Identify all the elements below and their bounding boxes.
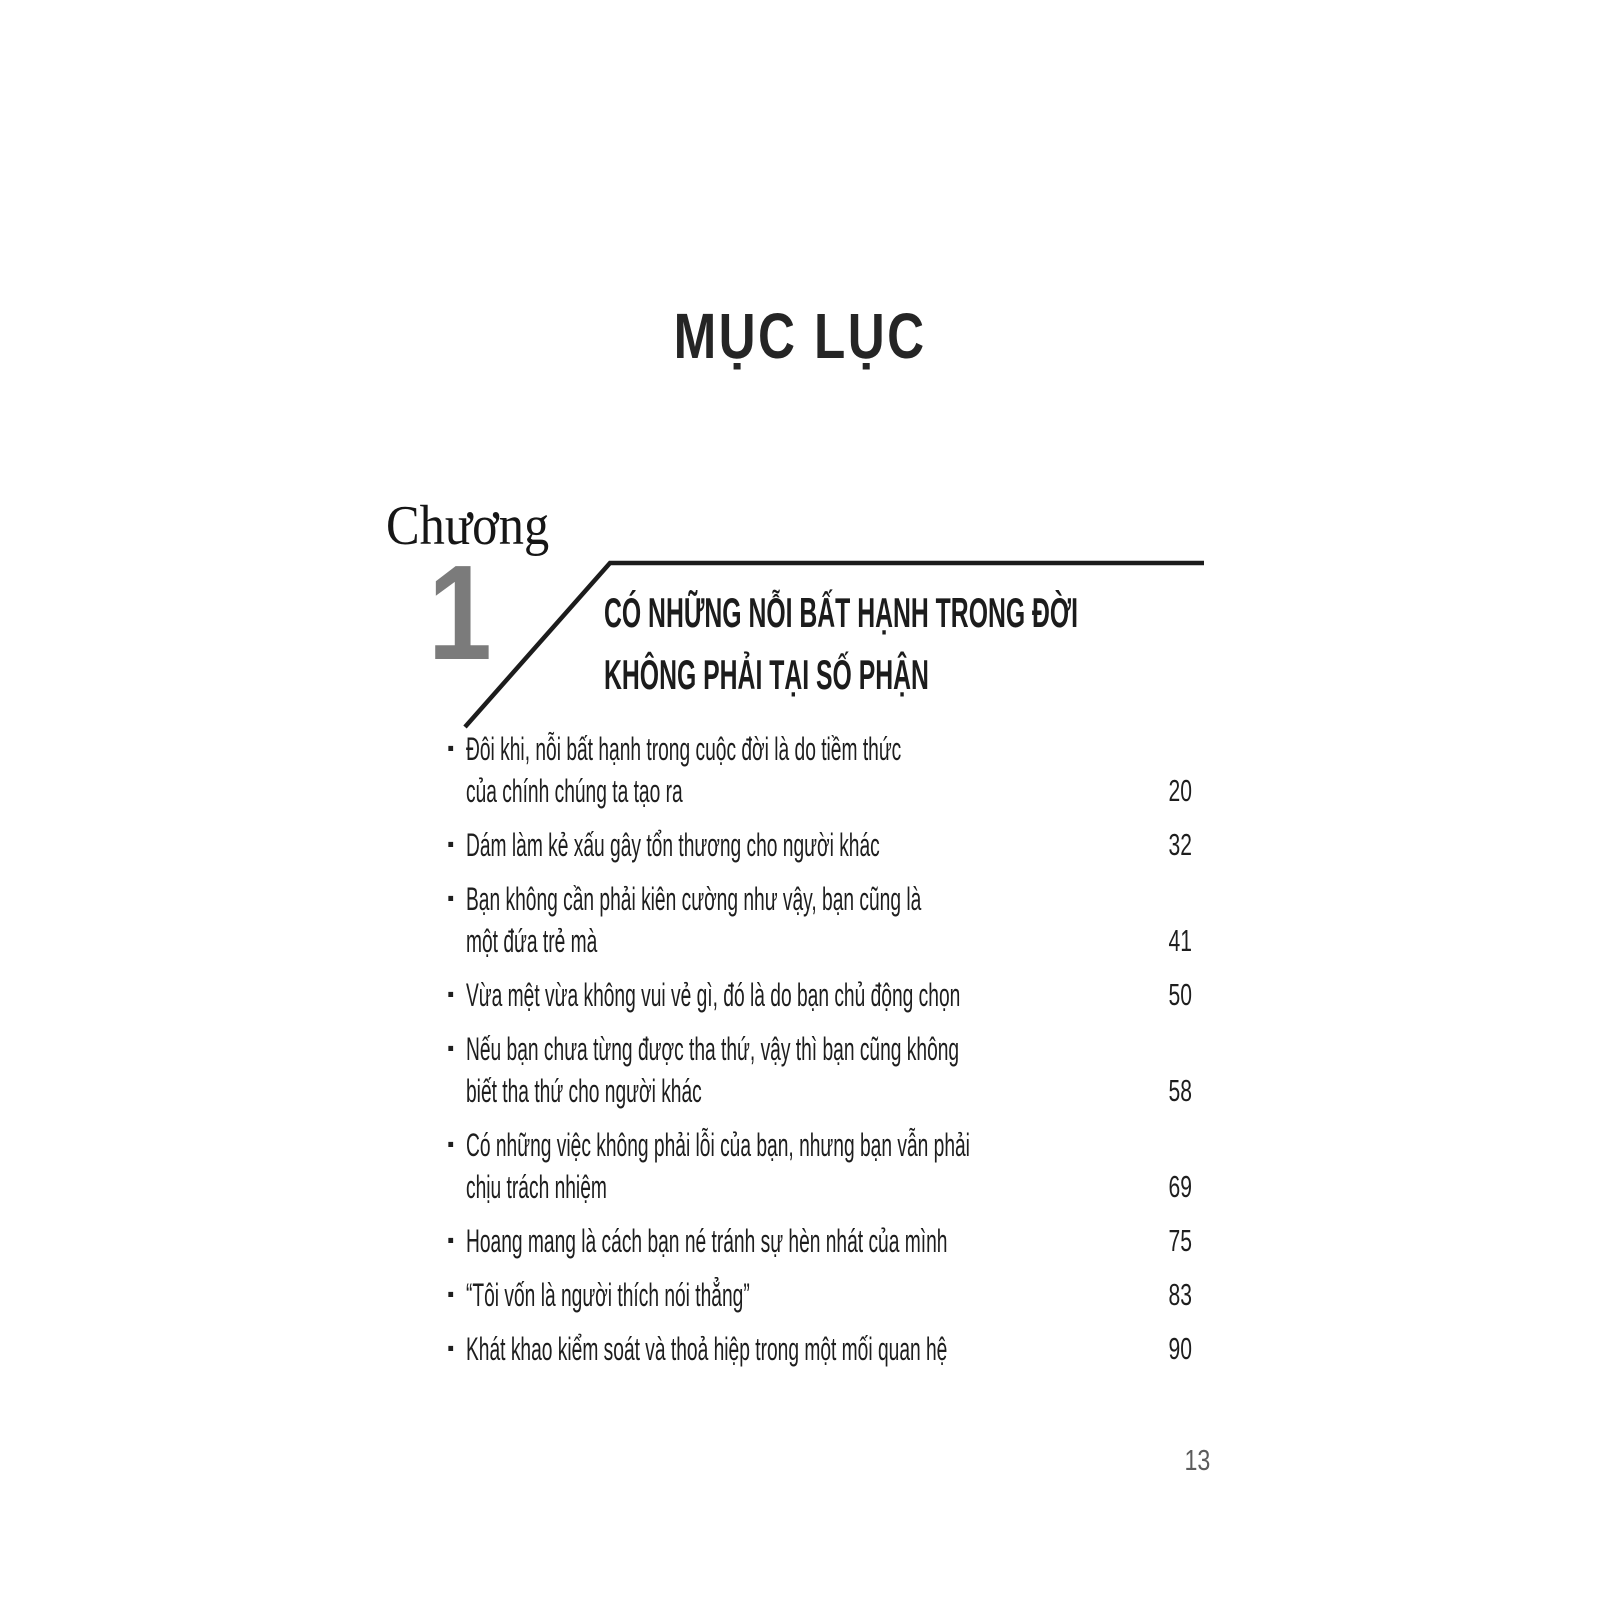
toc-entry-title: [466, 974, 1134, 1016]
toc-entry-title-line: biết tha thứ cho người khác: [466, 1073, 702, 1109]
toc-entry-title-line: Có những việc không phải lỗi của bạn, nhưng bạn vẫn phải: [466, 1127, 970, 1163]
bullet-icon: ·: [446, 1030, 458, 1068]
toc-entry: [446, 824, 1192, 866]
toc-entry: [446, 1274, 1192, 1316]
bullet-icon: ·: [446, 826, 458, 864]
toc-entry: [446, 878, 1192, 962]
toc-entry: [446, 1124, 1192, 1208]
toc-entry-title-line: chịu trách nhiệm: [466, 1169, 607, 1205]
toc-entry: [446, 1328, 1192, 1370]
bullet-icon: ·: [446, 1276, 458, 1314]
bullet-icon: ·: [446, 1222, 458, 1260]
toc-entry: [446, 974, 1192, 1016]
toc-entry-title-line: của chính chúng ta tạo ra: [466, 773, 683, 809]
toc-entry-title-line: Nếu bạn chưa từng được tha thứ, vậy thì bạn cũng không: [466, 1031, 960, 1067]
toc-entry-title-line: một đứa trẻ mà: [466, 923, 598, 959]
toc-entry-page-number: 75: [1168, 1223, 1192, 1258]
toc-entry-page-number: 20: [1168, 773, 1192, 808]
toc-entry-title-line: Bạn không cần phải kiên cường như vậy, bạn cũng là: [466, 881, 922, 917]
toc-entry-title: [466, 1028, 1134, 1112]
toc-entry-title: [466, 1328, 1134, 1370]
toc-entry: [446, 728, 1192, 812]
toc-entry-page-number: 90: [1168, 1331, 1192, 1366]
toc-entry-title-line: Đôi khi, nỗi bất hạnh trong cuộc đời là do tiềm thức: [466, 731, 902, 767]
toc-entry: [446, 1220, 1192, 1262]
page-title: [0, 300, 1600, 374]
toc-entry-page-number: 58: [1168, 1073, 1192, 1108]
bullet-icon: ·: [446, 1126, 458, 1164]
toc-entry-page-number: 69: [1168, 1169, 1192, 1204]
bullet-icon: ·: [446, 880, 458, 918]
toc-entry-title: [466, 728, 1134, 812]
toc-entry-title-line: Dám làm kẻ xấu gây tổn thương cho người khác: [466, 827, 880, 863]
chapter-title-line-2: KHÔNG PHẢI TẠI SỐ PHẬN: [604, 651, 929, 698]
toc-entry-title: [466, 878, 1134, 962]
toc-entry-title: [466, 1274, 1134, 1316]
toc-entry: [446, 1028, 1192, 1112]
toc-entry-title-line: Vừa mệt vừa không vui vẻ gì, đó là do bạn chủ động chọn: [466, 977, 961, 1013]
chapter-number: 1: [428, 537, 492, 688]
toc-entry-title-line: Khát khao kiểm soát và thoả hiệp trong một mối quan hệ: [466, 1331, 948, 1367]
toc-entry-title: [466, 824, 1134, 866]
bullet-icon: ·: [446, 976, 458, 1014]
toc-entry-page-number: 50: [1168, 977, 1192, 1012]
toc-list: [446, 728, 1192, 1382]
toc-entry-page-number: 83: [1168, 1277, 1192, 1312]
toc-entry-title: [466, 1124, 1134, 1208]
toc-entry-title: [466, 1220, 1134, 1262]
chapter-title: [604, 582, 1224, 706]
page-number-footer: [1184, 1446, 1210, 1478]
bullet-icon: ·: [446, 1330, 458, 1368]
chapter-label: Chương: [386, 495, 550, 557]
page-title-text: MỤC LỤC: [673, 300, 927, 372]
toc-entry-title-line: Hoang mang là cách bạn né tránh sự hèn nhát của mình: [466, 1223, 948, 1259]
chapter-title-line-1: CÓ NHỮNG NỖI BẤT HẠNH TRONG ĐỜI: [604, 589, 1078, 636]
toc-entry-page-number: 32: [1168, 827, 1192, 862]
toc-entry-page-number: 41: [1168, 923, 1192, 958]
page-number-footer-text: 13: [1184, 1445, 1210, 1477]
toc-entry-title-line: “Tôi vốn là người thích nói thẳng”: [466, 1277, 750, 1313]
bullet-icon: ·: [446, 730, 458, 768]
